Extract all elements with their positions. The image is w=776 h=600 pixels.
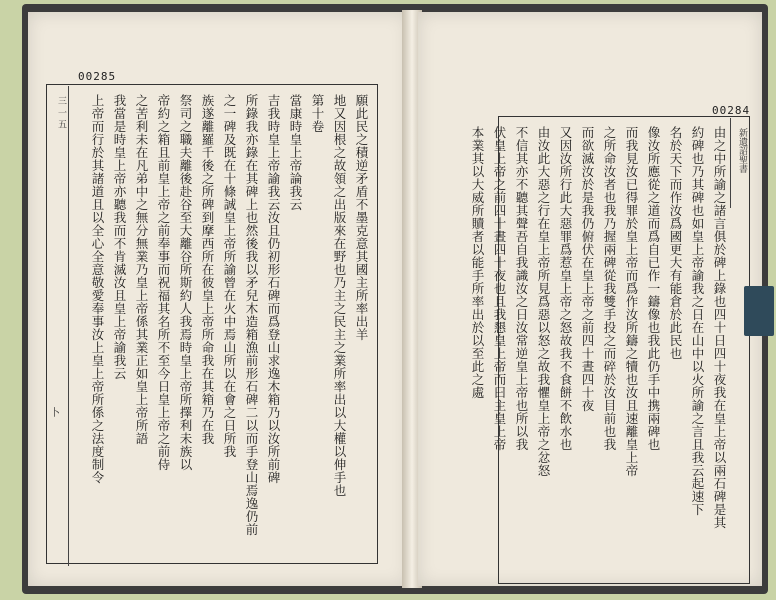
text-column: 而我見汝已得罪於皇上帝而爲作汝所鑄之犢也汝且速離皇上帝	[624, 126, 639, 477]
text-column: 名於天下而作汝爲國更大有能倉於此民也	[668, 126, 683, 360]
text-column: 之一碑及既在十條誠皇上帝所諭曾在火中焉山所以在會之日所我	[222, 94, 237, 458]
text-column: 吉我時皇上帝諭我云汝且仍初形石碑而爲登山求逸木箱乃以汝所前碑	[266, 94, 281, 484]
text-column: 由汝此大惡之行在皇上帝所見爲惡以怒之故我懼皇上帝之忿怒	[536, 126, 551, 477]
left-text-body	[72, 94, 372, 556]
side-label: 三 一 五	[50, 86, 69, 566]
text-column: 之所命汝者也我乃握兩碑從我雙手投之而碎於汝目前也我	[602, 126, 617, 451]
text-column: 像汝所應從之道而爲自已作一鑄像也我此仍手中携兩碑也	[646, 126, 661, 451]
right-text-body	[470, 126, 730, 576]
text-column: 上帝而行於其諸道且以全心全意敬愛奉事汝上皇上帝所係之法度制令	[90, 94, 105, 484]
text-column: 不信其亦不聽其聲吾自我識汝之日汝常逆皇上帝也所以我	[514, 126, 529, 451]
text-column: 伏皇上帝之前四十晝四十夜也且我懇皇上帝而曰主皇上帝	[492, 126, 507, 451]
text-column: 我當是時皇上帝亦聽我而不肯滅汝且皇上帝諭我云	[112, 94, 127, 380]
bookmark-tab	[744, 286, 774, 336]
text-column: 地又因根之故領之出版來在野也乃主之民主之業所率出以大權以伸手也	[332, 94, 347, 497]
text-column: 祭司之職夫離後赴谷至大離谷所斯約人我焉時皇上帝所擇利未族以	[178, 94, 193, 471]
text-column: 族遂離羅千後之所碑到摩西所在彼皇上帝所命我在其箱乃在我	[200, 94, 215, 445]
text-column: 又因汝所行此大惡罪爲惹皇上帝之怒故我不食餅不飲水也	[558, 126, 573, 451]
text-column: 願此民之積逆矛盾不墨克意其國主所率出羊	[354, 94, 369, 341]
text-column: 帝約之箱且前皇上帝之前奉事而祝福其名所不至今日皇上帝之前侍	[156, 94, 171, 471]
text-column: 所錄我亦錄在其碑上也然後我以矛兒木造箱漁前形石碑二以而手登山焉逸仍前	[244, 94, 259, 536]
left-page	[28, 12, 408, 586]
text-column: 第十卷	[310, 94, 325, 133]
book	[22, 4, 768, 594]
footer-mark: 卜	[50, 408, 60, 419]
page-number: 00285	[78, 70, 117, 83]
text-column: 約碑也乃其碑也如皇上帝諭我之日在山中以火所諭之言且我云起速下	[690, 126, 705, 516]
text-column: 由之中所諭之諸言俱於碑上錄也四十日四十夜我在皇上帝以兩石碑是其	[712, 126, 727, 529]
text-column: 當康時皇上帝論我云	[288, 94, 303, 211]
page-number: 00284	[712, 104, 751, 117]
right-page	[418, 12, 762, 586]
text-column: 之苦利未在凡弟中之無分無業乃皇上帝係其業正如皇上帝所語	[134, 94, 149, 445]
text-column: 本業其以大威所贖者以能手所率出於以至此之處	[470, 126, 485, 399]
text-column: 而欲滅汝於是我仍俯伏在皇上帝之前四十晝四十夜	[580, 126, 595, 412]
running-head: 新遺詔聖書	[730, 118, 749, 208]
